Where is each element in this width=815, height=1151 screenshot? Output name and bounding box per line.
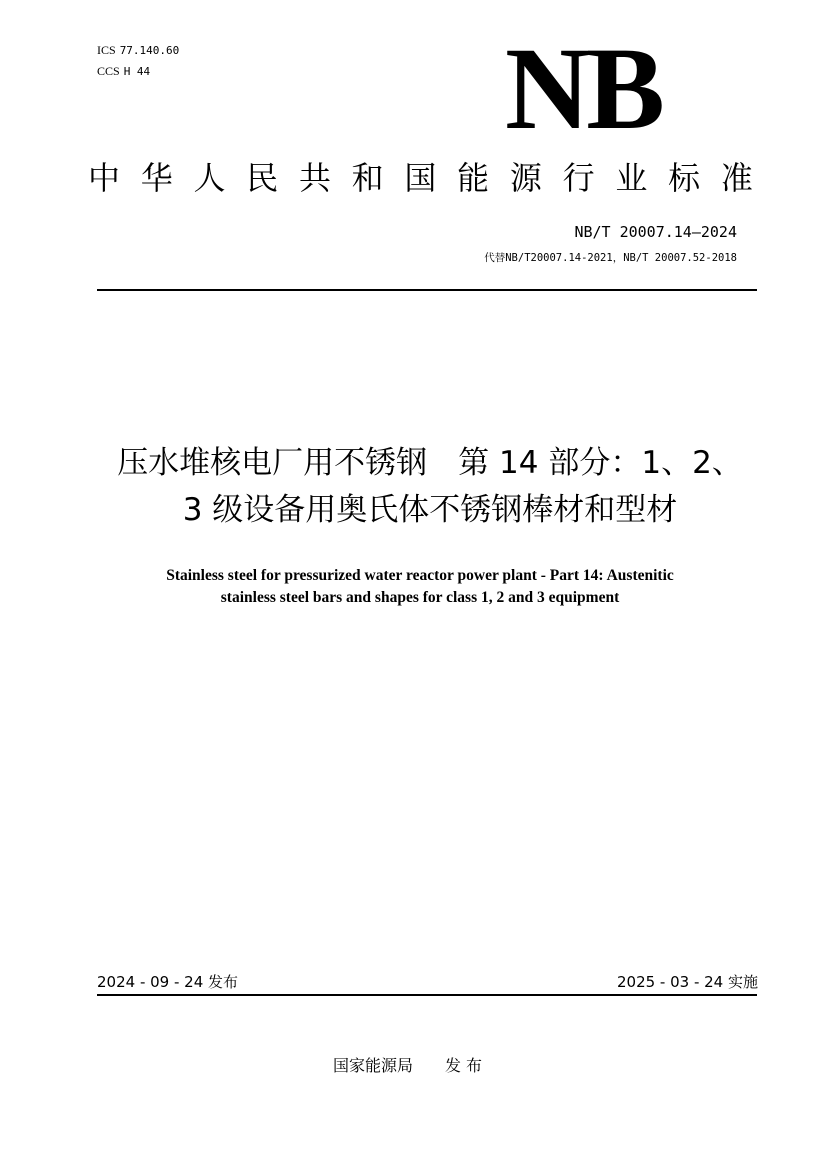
standard-type-char: 源 [509, 159, 542, 197]
bottom-divider [97, 994, 757, 996]
standard-type-char: 行 [562, 159, 595, 197]
publisher-action: 发 布 [444, 1056, 483, 1075]
ccs-label: CCS [97, 64, 120, 78]
chinese-title-line-1: 压水堆核电厂用不锈钢 第 14 部分：1、2、 [117, 445, 743, 481]
standard-type-char: 人 [193, 159, 226, 197]
standard-type-char: 业 [615, 159, 648, 197]
ics-value: 77.140.60 [119, 44, 180, 57]
standard-type-title [88, 155, 753, 201]
publisher-line [0, 1053, 815, 1076]
standard-type-char: 准 [720, 159, 753, 197]
ics-code [97, 40, 179, 61]
standard-type-char: 国 [404, 159, 437, 197]
ics-label: ICS [97, 43, 116, 57]
publisher-name: 国家能源局 [332, 1056, 413, 1075]
standard-type-char: 华 [140, 159, 173, 197]
english-title [80, 565, 760, 609]
standard-type-char: 和 [351, 159, 384, 197]
standard-type-char: 共 [298, 159, 331, 197]
classification-codes [97, 40, 179, 82]
replaces-standards: 代替NB/T20007.14-2021，NB/T 20007.52-2018 [484, 252, 737, 264]
standard-type-char: 民 [246, 159, 279, 197]
nb-logo: NB [505, 23, 661, 154]
top-divider [97, 289, 757, 291]
standard-type-char: 中 [88, 159, 121, 197]
english-title-line-1: Stainless steel for pressurized water reactor power plant - Part 14: Austenitic [166, 567, 674, 584]
english-title-line-2: stainless steel bars and shapes for class 1, 2 and 3 equipment [220, 589, 620, 606]
issue-date: 2024 - 09 - 24 发布 [97, 973, 239, 991]
implementation-date: 2025 - 03 - 24 实施 [616, 973, 758, 991]
standard-type-char: 能 [457, 159, 490, 197]
chinese-title-line-2: 3 级设备用奥氏体不锈钢棒材和型材 [182, 492, 678, 528]
standard-number: NB/T 20007.14—2024 [574, 223, 737, 241]
ccs-value: H 44 [123, 65, 151, 78]
standard-type-char: 标 [668, 159, 701, 197]
chinese-title [90, 440, 770, 534]
ccs-code [97, 61, 179, 82]
